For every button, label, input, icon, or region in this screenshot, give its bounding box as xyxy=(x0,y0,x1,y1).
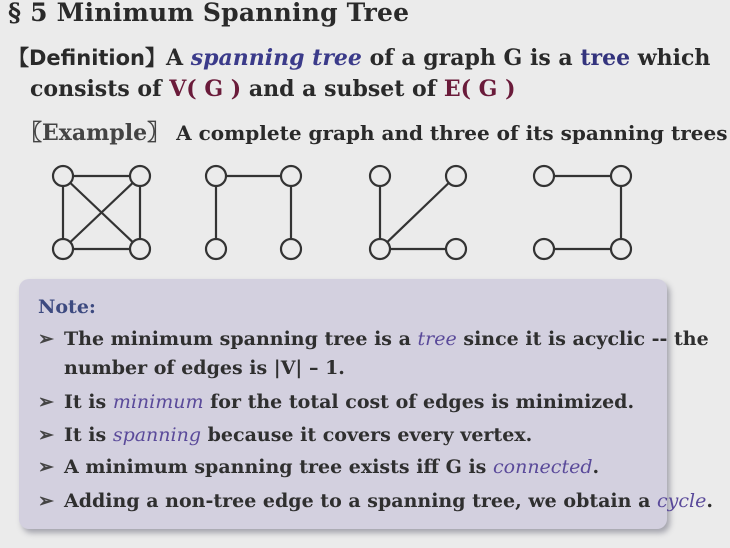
term-cycle: cycle xyxy=(657,490,707,512)
spanning-tree-1-vertices xyxy=(206,166,301,259)
vertex xyxy=(446,166,466,186)
vertex xyxy=(53,239,73,259)
bullet-text: . xyxy=(592,456,600,478)
vertex xyxy=(446,239,466,259)
bullet-text: It is xyxy=(64,424,113,446)
note-bullet-3 xyxy=(38,424,532,446)
bullet-text: A minimum spanning tree exists iff G is xyxy=(64,456,493,478)
complete-graph xyxy=(63,176,140,249)
vertex xyxy=(130,239,150,259)
spanning-tree-3-vertices xyxy=(534,166,631,259)
note-bullet-4 xyxy=(38,456,599,478)
note-bullet-2 xyxy=(38,391,634,413)
note-bullet-1-continuation: number of edges is |V| – 1. xyxy=(64,357,345,379)
vertex xyxy=(281,239,301,259)
vertex xyxy=(611,239,631,259)
definition-label: 【Definition】 xyxy=(8,46,167,70)
vertex xyxy=(130,166,150,186)
spanning-tree-1 xyxy=(216,176,291,249)
vertex xyxy=(206,239,226,259)
spanning-tree-3 xyxy=(544,176,621,249)
bullet-text: for the total cost of edges is minimized. xyxy=(203,391,635,413)
spanning-tree-2 xyxy=(380,176,456,249)
bullet-text: because it covers every vertex. xyxy=(201,424,533,446)
term-minimum: minimum xyxy=(112,391,204,413)
vertex xyxy=(206,166,226,186)
bullet-arrow-icon: ➢ xyxy=(38,456,54,478)
bullet-text: Adding a non-tree edge to a spanning tree, we obtain a xyxy=(64,490,658,512)
term-tree: tree xyxy=(580,45,631,71)
term-spanning: spanning xyxy=(112,424,202,446)
definition-text: consists of xyxy=(30,76,170,102)
bullet-arrow-icon: ➢ xyxy=(38,391,54,413)
example-text: A complete graph and three of its spanning trees xyxy=(176,121,728,145)
bullet-arrow-icon: ➢ xyxy=(38,490,54,512)
vertex xyxy=(370,239,390,259)
vertex xyxy=(534,239,554,259)
term-connected: connected xyxy=(493,456,593,478)
definition-text: and a subset of xyxy=(241,76,444,102)
bullet-text: The minimum spanning tree is a xyxy=(64,328,418,350)
bullet-arrow-icon: ➢ xyxy=(38,328,54,350)
term-spanning-tree: spanning tree xyxy=(190,45,362,71)
bullet-text: since it is acyclic -- the xyxy=(456,328,709,350)
definition-text: which xyxy=(630,45,711,71)
vertex xyxy=(534,166,554,186)
page-title: § 5 Minimum Spanning Tree xyxy=(8,0,410,27)
bullet-text: It is xyxy=(64,391,113,413)
note-bullet-1 xyxy=(38,328,709,350)
example-label: 〖Example〗 xyxy=(20,120,170,146)
term-edge-set: E( G ) xyxy=(443,76,516,102)
term-vertex-set: V( G ) xyxy=(169,76,242,102)
bullet-text: . xyxy=(706,490,713,512)
vertex xyxy=(281,166,301,186)
vertex xyxy=(53,166,73,186)
definition-text: of a graph G is a xyxy=(361,45,581,71)
note-bullet-5 xyxy=(38,490,713,512)
edge xyxy=(380,176,456,249)
bullet-arrow-icon: ➢ xyxy=(38,424,54,446)
vertex xyxy=(370,166,390,186)
definition-text: A xyxy=(166,45,191,71)
note-title: Note: xyxy=(38,296,96,318)
vertex xyxy=(611,166,631,186)
term-tree: tree xyxy=(417,328,457,350)
